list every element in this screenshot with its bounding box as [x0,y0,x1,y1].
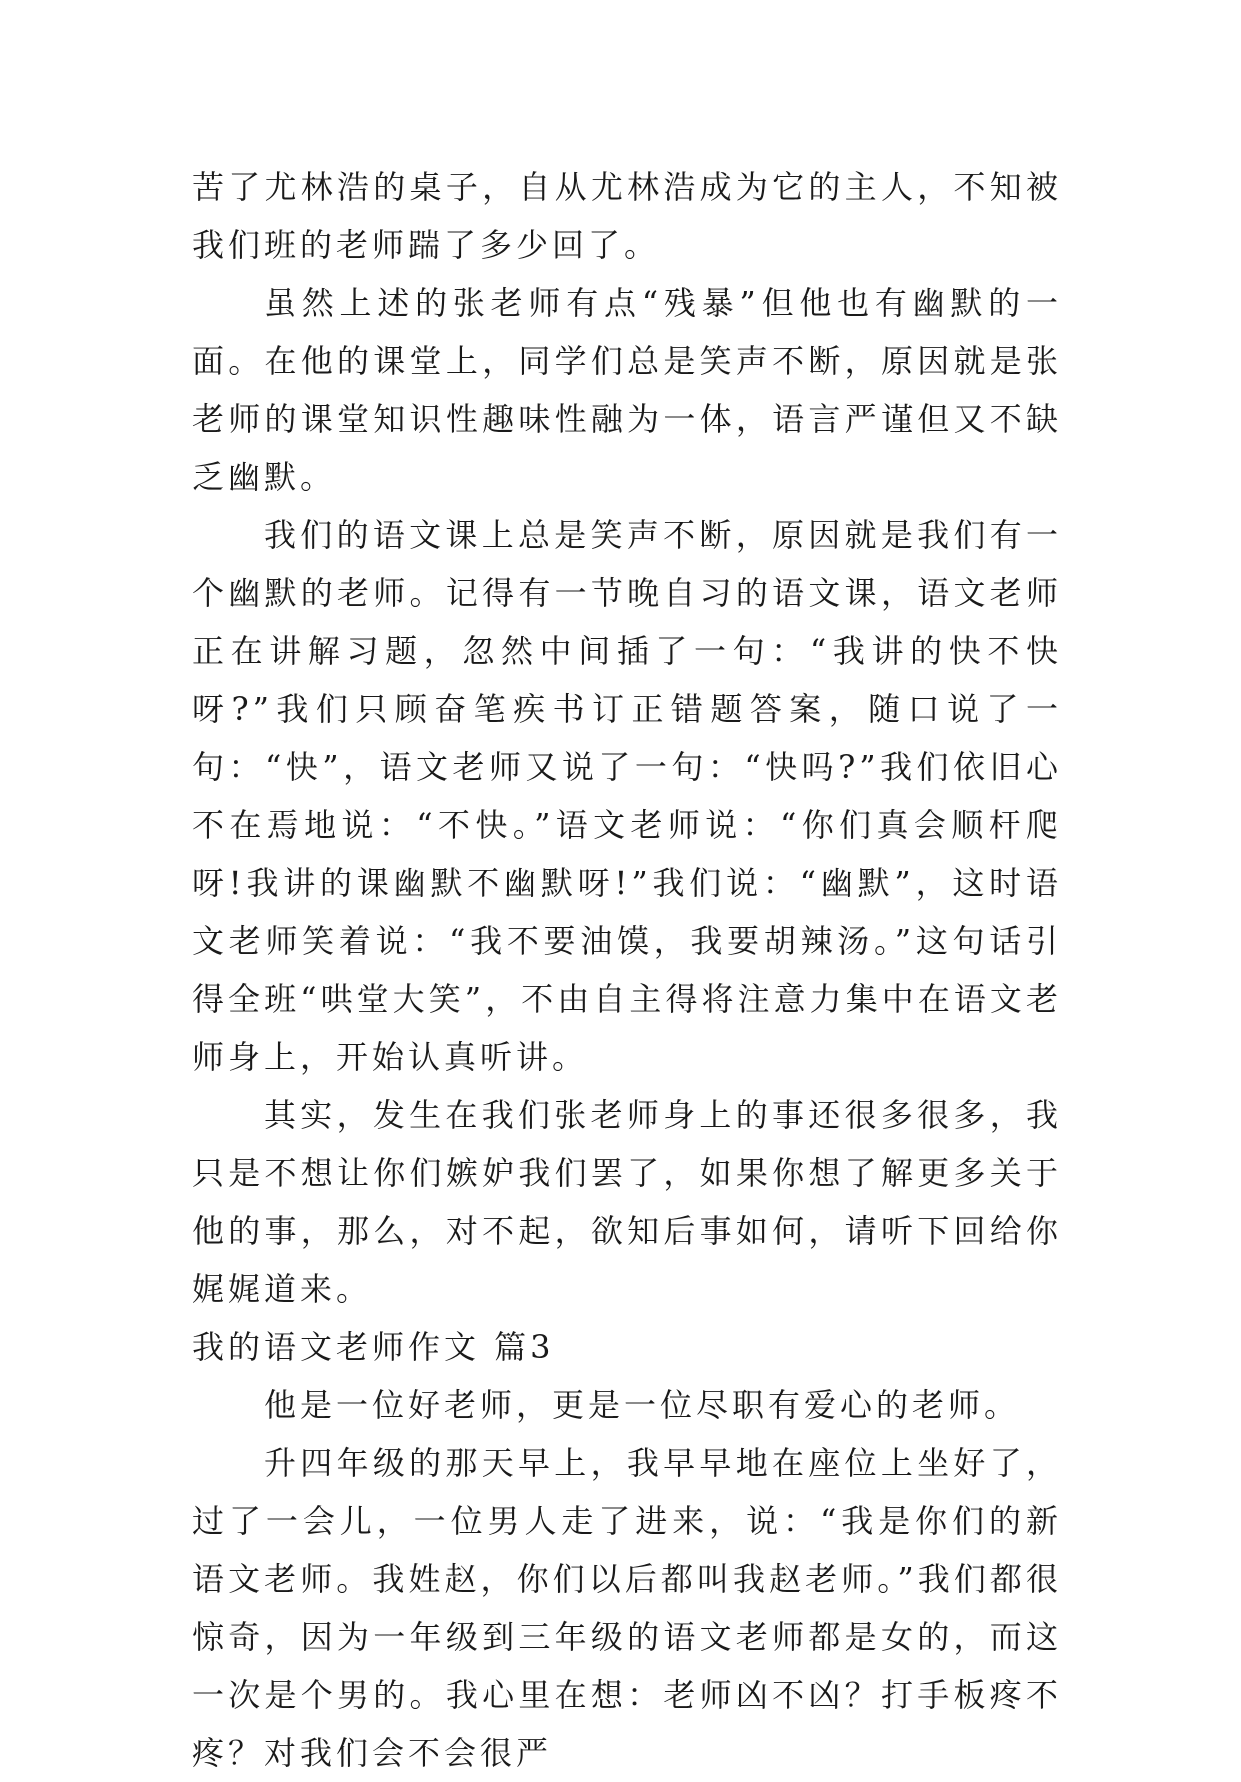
paragraph-4: 其实，发生在我们张老师身上的事还很多很多，我只是不想让你们嫉妒我们罢了，如果你想了解更多关于他的事，那么，对不起，欲知后事如何，请听下回给你娓娓道来。 [192,1096,1062,1308]
paragraph-5: 他是一位好老师，更是一位尽职有爱心的老师。 [264,1386,1021,1424]
paragraph-2: 虽然上述的张老师有点“残暴”但他也有幽默的一面。在他的课堂上，同学们总是笑声不断，原因就是张老师的课堂知识性趣味性融为一体，语言严谨但又不缺乏幽默。 [192,284,1062,496]
document-body [192,158,1062,1782]
paragraph-3: 我们的语文课上总是笑声不断，原因就是我们有一个幽默的老师。记得有一节晚自习的语文课，语文老师正在讲解习题，忽然中间插了一句：“我讲的快不快呀?”我们只顾奋笔疾书订正错题答案，随口说了一句：“快”，语文老师又说了一句：“快吗?”我们依旧心不在焉地说：“不快。”语文老师说：“你们真会顺杆爬呀!我讲的课幽默不幽默呀!”我们说：“幽默”，这时语文老师笑着说：“我不要油馍，我要胡辣汤。”这句话引得全班“哄堂大笑”，不由自主得将注意力集中在语文老师身上，开始认真听讲。 [192,516,1062,1076]
paragraph-6: 升四年级的那天早上，我早早地在座位上坐好了，过了一会儿，一位男人走了进来，说：“我是你们的新语文老师。我姓赵，你们以后都叫我赵老师。”我们都很惊奇，因为一年级到三年级的语文老师都是女的，而这一次是个男的。我心里在想：老师凶不凶？打手板疼不疼？对我们会不会很严 [192,1444,1062,1772]
section-heading: 我的语文老师作文 篇3 [192,1328,555,1366]
paragraph-1: 苦了尤林浩的桌子，自从尤林浩成为它的主人，不知被我们班的老师踹了多少回了。 [192,168,1062,264]
